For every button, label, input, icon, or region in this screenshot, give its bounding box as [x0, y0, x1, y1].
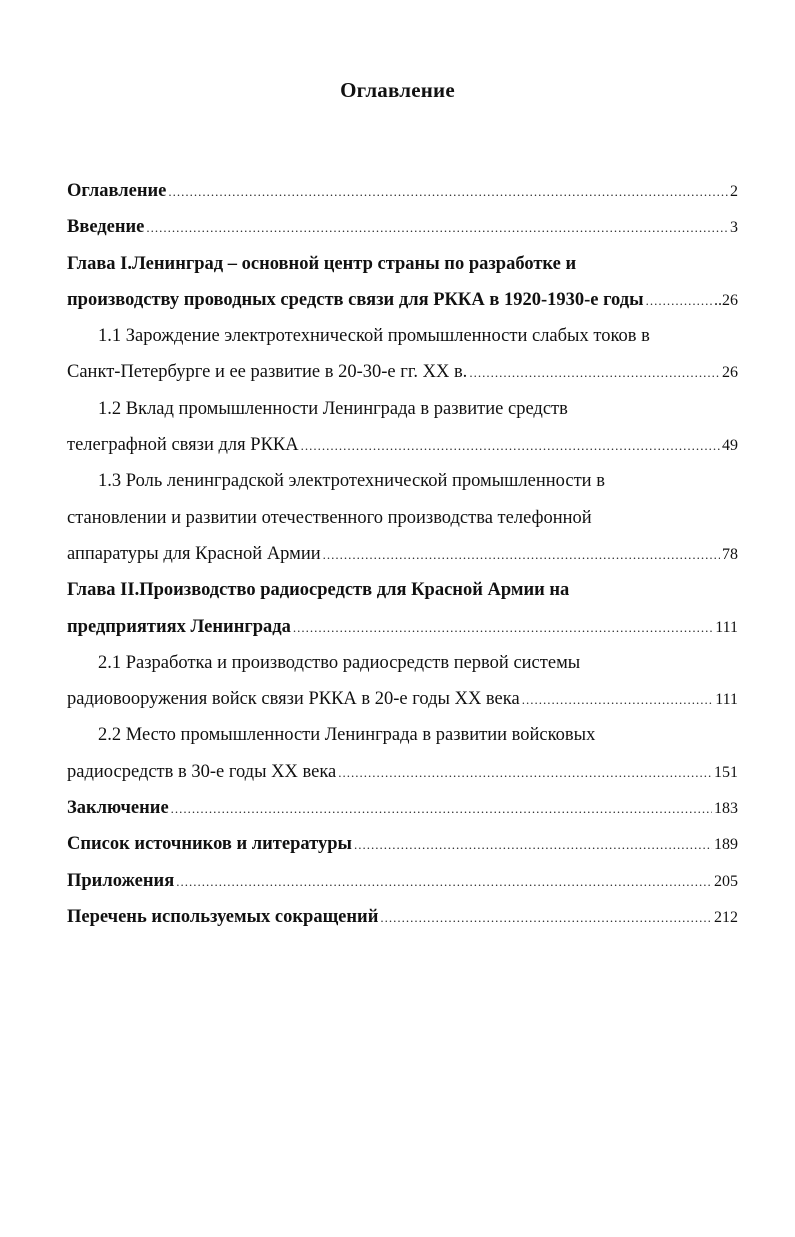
toc-leader-dots: [522, 682, 714, 717]
toc-entry: [67, 536, 738, 572]
toc-entry-line: [67, 500, 738, 536]
toc-entry-line: [67, 717, 738, 753]
toc-page-number: 183: [714, 800, 738, 818]
toc-page-number: 49: [722, 437, 738, 455]
toc-entry-text: Глава II.Производство радиосредств для Красной Армии на: [67, 580, 570, 601]
toc-page-number: 111: [715, 618, 738, 636]
toc-entry-line: [67, 645, 738, 681]
toc-entry: [67, 609, 738, 645]
toc-leader-dots: [176, 864, 712, 899]
toc-leader-dots: [646, 283, 712, 318]
toc-leader-dots: [380, 900, 712, 935]
toc-leader-dots: [171, 791, 712, 826]
toc-entry-text: Введение: [67, 217, 145, 238]
toc-leader-dots: [168, 174, 728, 209]
toc-entry-text: телеграфной связи для РККА: [67, 435, 299, 456]
toc-entry-text: 2.1 Разработка и производство радиосредств первой системы: [98, 652, 581, 673]
toc-page-number: 3: [730, 219, 738, 237]
toc-page-number: 212: [714, 908, 738, 926]
toc-entry: [67, 790, 738, 826]
toc-entry-text: аппаратуры для Красной Армии: [67, 543, 321, 564]
table-of-contents: [67, 173, 738, 935]
toc-entry: [67, 899, 738, 935]
toc-page-number: 26: [722, 364, 738, 382]
toc-entry-text: Приложения: [67, 870, 175, 891]
toc-leader-dots: [301, 428, 720, 463]
toc-leader-dots: [146, 210, 728, 245]
toc-entry-text: предприятиях Ленинграда: [67, 616, 291, 637]
toc-leader-dots: [338, 755, 712, 790]
toc-entry-text: Список источников и литературы: [67, 834, 352, 855]
toc-entry-text: 1.1 Зарождение электротехнической промышленности слабых токов в: [98, 326, 650, 347]
toc-entry-text: Оглавление: [67, 181, 167, 201]
toc-entry-line: [67, 463, 738, 499]
toc-entry-text: Перечень используемых сокращений: [67, 906, 379, 927]
toc-page-number: 151: [714, 763, 738, 781]
toc-entry-text: Заключение: [67, 798, 169, 819]
toc-entry: [67, 427, 738, 463]
toc-entry: [67, 173, 738, 209]
toc-page-number: 205: [714, 872, 738, 890]
toc-entry: [67, 754, 738, 790]
toc-leader-dots: [354, 827, 712, 862]
toc-entry-line: [67, 246, 738, 282]
toc-entry-text: 1.2 Вклад промышленности Ленинграда в развитие средств: [98, 398, 568, 419]
toc-page-number: ..26: [714, 291, 738, 309]
toc-entry-text: Санкт-Петербурге и ее развитие в 20-30-е гг. ХХ в.: [67, 362, 468, 383]
toc-entry-text: 1.3 Роль ленинградской электротехнической промышленности в: [98, 471, 605, 492]
toc-page-number: 78: [722, 545, 738, 563]
page-title: Оглавление: [340, 78, 455, 102]
toc-entry: [67, 282, 738, 318]
toc-leader-dots: [469, 355, 720, 390]
toc-entry-line: [67, 391, 738, 427]
toc-entry: [67, 354, 738, 390]
toc-entry: [67, 681, 738, 717]
toc-page-number: 111: [715, 691, 738, 709]
toc-entry-text: 2.2 Место промышленности Ленинграда в развитии войсковых: [98, 725, 596, 746]
toc-leader-dots: [293, 610, 713, 645]
toc-entry-text: радиосредств в 30-е годы ХХ века: [67, 761, 337, 782]
toc-entry: [67, 209, 738, 245]
toc-entry-text: производству проводных средств связи для РККА в 1920-1930-е годы: [67, 289, 644, 310]
toc-entry-text: становлении и развитии отечественного производства телефонной: [67, 507, 592, 528]
toc-entry: [67, 826, 738, 862]
toc-page-number: 2: [730, 183, 738, 200]
toc-entry-line: [67, 572, 738, 608]
toc-entry-line: [67, 318, 738, 354]
toc-entry-text: радиовооружения войск связи РККА в 20-е годы ХХ века: [67, 689, 520, 710]
toc-leader-dots: [323, 537, 720, 572]
toc-page-number: 189: [714, 836, 738, 854]
toc-entry: [67, 863, 738, 899]
toc-entry-text: Глава I.Ленинград – основной центр страны по разработке и: [67, 253, 577, 274]
